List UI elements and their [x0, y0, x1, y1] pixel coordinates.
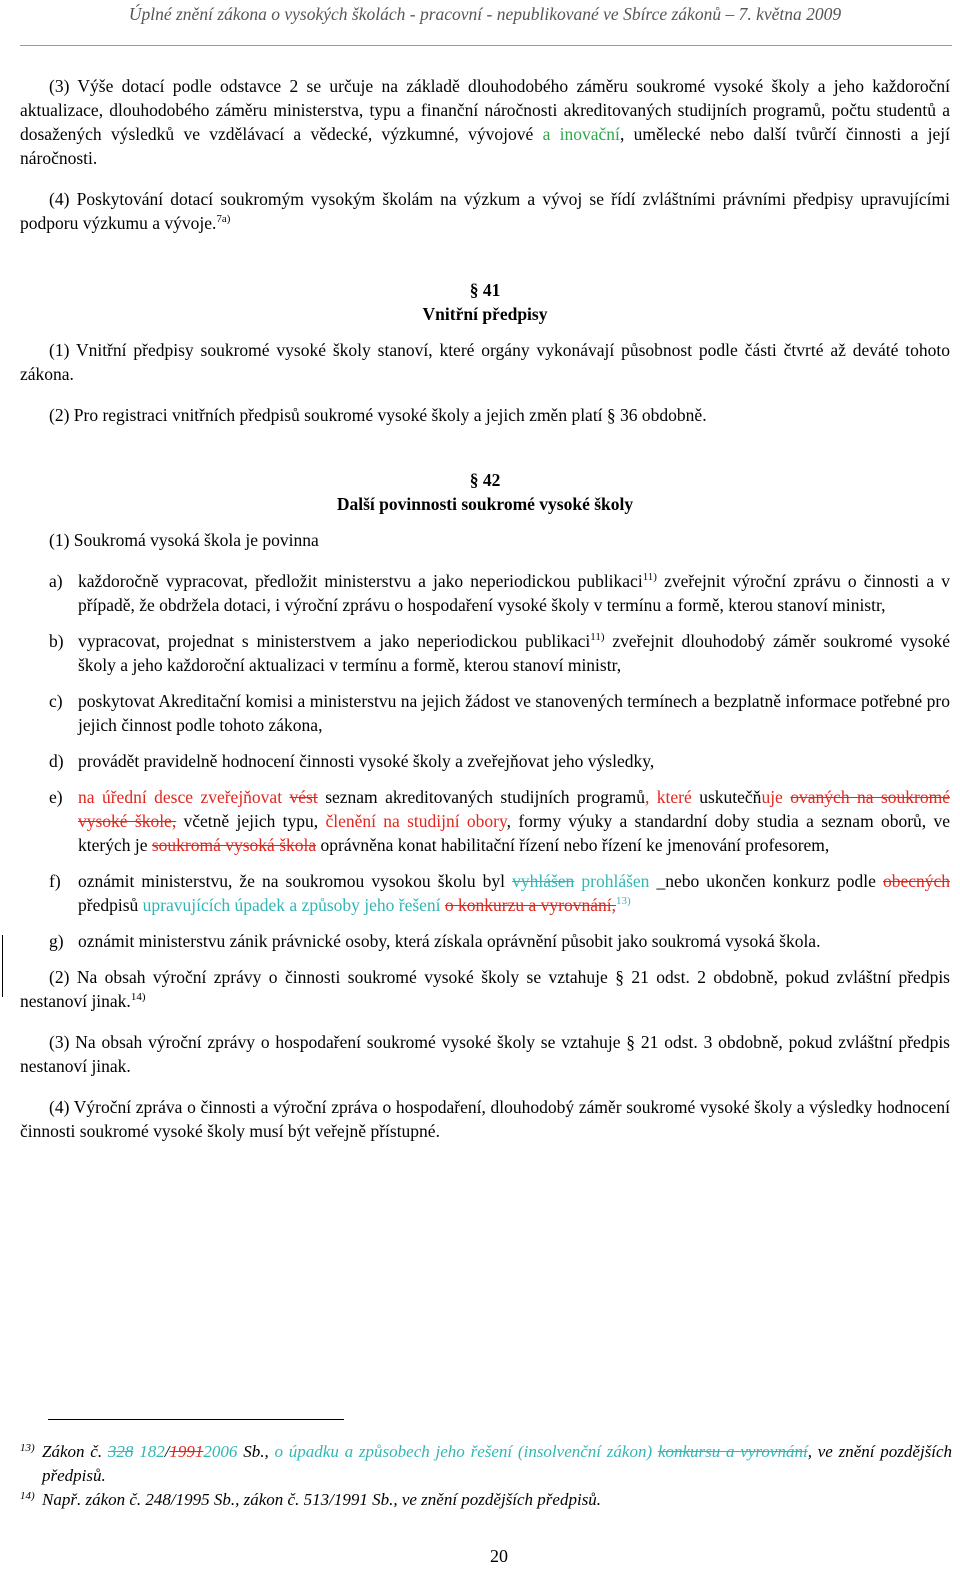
- list-item-f: f) oznámit ministerstvu, že na soukromou vysokou školu byl vyhlášen prohlášen _nebo ukončen konkurz podle obecných předpisů upravujících úpadek a způsoby jeho řešení o konkurzu a vyrovnání,$^{13)}$: [49, 871, 951, 915]
- document-body: [20, 74, 950, 1143]
- page-header: Úplné znění zákona o vysokých školách - pracovní - nepublikované ve Sbírce zákonů – 7. května 2009: [128, 4, 842, 24]
- s42-paragraph-1-intro: (1) Soukromá vysoká škola je povinna: [49, 530, 319, 550]
- inserted-text: na úřední desce zveřejňovat: [78, 787, 283, 807]
- list-item-e: e) na úřední desce zveřejňovat vést seznam akreditovaných studijních programů, které uskutečňuje ovaných na soukromé vysoké škole, včetně jejich typu, členění na studijní obory, formy výuky a standardní doby studia a seznam oborů, ve kterých je soukromá vysoká škola oprávněna konat habilitační řízení nebo řízení ke jmenování profesorem,: [49, 787, 951, 855]
- s42-paragraph-2: (2) Na obsah výroční zprávy o činnosti soukromé vysoké školy se vztahuje § 21 odst. 2 obdobně, pokud zvláštní předpis nestanoví jinak.$^{14)}$: [20, 967, 950, 1011]
- deleted-text: vyhlášen: [512, 871, 575, 891]
- s40-paragraph-4: (4) Poskytování dotací soukromým vysokým školám na výzkum a vývoj se řídí zvláštními právními předpisy upravujícími podporu výzkumu a vývoje.$^{7a)}$: [20, 189, 950, 233]
- inserted-text: , které: [644, 787, 692, 807]
- list-item-b: b) vypracovat, projednat s ministerstvem a jako neperiodickou publikaci$^{11)}$ zveřejnit dlouhodobý záměr soukromé vysoké školy a jeho každoroční aktualizaci v termínu a formě, kterou stanoví ministr,: [49, 631, 950, 675]
- inserted-text: o úpadku a způsobech jeho řešení (insolvenční zákon): [274, 1442, 653, 1461]
- list-item-d: d) provádět pravidelně hodnocení činnosti vysoké školy a zveřejňovat jeho výsledky,: [49, 751, 655, 771]
- change-bar: [2, 935, 3, 997]
- inserted-text: 182: [139, 1442, 165, 1461]
- deleted-text: konkursu a vyrovnání: [657, 1442, 808, 1461]
- page-number: 20: [490, 1546, 508, 1566]
- header-rule: [20, 45, 952, 46]
- section-42-number: § 42: [469, 470, 501, 490]
- deleted-text: o konkurzu a vyrovnání,: [444, 895, 616, 915]
- section-41-title: Vnitřní předpisy: [422, 304, 548, 324]
- section-41-number: § 41: [469, 280, 501, 300]
- inserted-text: členění na studijní obory: [325, 811, 507, 831]
- footnote-ref[interactable]: 11): [590, 631, 605, 643]
- footnote-13: 13) Zákon č. 328 182/19912006 Sb., o úpadku a způsobech jeho řešení (insolvenční zákon) konkursu a vyrovnání, ve znění pozdějších předpisů.: [20, 1442, 953, 1485]
- inserted-text: 2006: [203, 1442, 238, 1461]
- inserted-text: upravujících úpadek a způsoby jeho řešení: [142, 895, 441, 915]
- deleted-text: 328: [107, 1442, 134, 1461]
- s41-paragraph-2: (2) Pro registraci vnitřních předpisů soukromé vysoké školy a jejich změn platí § 36 obdobně.: [49, 405, 707, 425]
- list-item-c: c) poskytovat Akreditační komisi a ministerstvu na jejich žádost ve stanovených termínech a bezplatně informace potřebné pro jejich činnost podle tohoto zákona,: [49, 691, 950, 735]
- s40-paragraph-3: (3) Výše dotací podle odstavce 2 se určuje na základě dlouhodobého záměru soukromé vysoké školy a jeho každoroční aktualizace, dlouhodobého záměru ministerstva, typu a finanční náročnosti akreditovaných studijních programů, počtu studentů a dosažených výsledků ve vzdělávací a vědecké, výzkumné, vývojové a inovační, umělecké nebo další tvůrčí činnosti a její náročnosti.: [20, 76, 951, 168]
- inserted-text: a inovační: [542, 124, 620, 144]
- deleted-text: soukromá vysoká škola: [151, 835, 317, 855]
- deleted-text: obecných: [882, 871, 951, 891]
- section-42-title: Další povinnosti soukromé vysoké školy: [336, 494, 634, 514]
- footnote-ref[interactable]: 14): [130, 991, 146, 1003]
- list-item-a: a) každoročně vypracovat, předložit ministerstvu a jako neperiodickou publikaci$^{11)}$ zveřejnit výroční zprávu o činnosti a v případě, že obdržela dotaci, i výroční zprávu o hospodaření vysoké školy v termínu a formě, kterou stanoví ministr,: [49, 571, 950, 615]
- s42-paragraph-4: (4) Výroční zpráva o činnosti a výroční zpráva o hospodaření, dlouhodobý záměr soukromé vysoké školy a výsledky hodnocení činnosti soukromé vysoké školy musí být veřejně přístupné.: [20, 1097, 950, 1141]
- obligations-list: [20, 569, 950, 953]
- deleted-text: vést: [289, 787, 318, 807]
- inserted-text: uje: [761, 787, 783, 807]
- footnotes: [20, 1440, 952, 1512]
- s41-paragraph-1: (1) Vnitřní předpisy soukromé vysoké školy stanoví, které orgány vykonávají působnost podle části čtvrté až deváté tohoto zákona.: [20, 340, 950, 384]
- footnote-ref[interactable]: 11): [642, 571, 657, 583]
- footnote-ref[interactable]: 13): [616, 895, 631, 907]
- footnote-14: 14) Např. zákon č. 248/1995 Sb., zákon č. 513/1991 Sb., ve znění pozdějších předpisů.: [20, 1490, 602, 1509]
- s42-paragraph-3: (3) Na obsah výroční zprávy o hospodaření soukromé vysoké školy se vztahuje § 21 odst. 3 obdobně, pokud zvláštní předpis nestanoví jinak.: [20, 1032, 950, 1076]
- inserted-text: prohlášen: [581, 871, 650, 891]
- deleted-text: 1991: [169, 1442, 204, 1461]
- deleted-text: ovaných na soukromé vysoké škole,: [78, 787, 951, 831]
- footnote-ref[interactable]: 7a): [216, 213, 231, 225]
- footnote-rule: [48, 1419, 344, 1420]
- list-item-g: g) oznámit ministerstvu zánik právnické osoby, která získala oprávnění působit jako soukromá vysoká škola.: [49, 931, 821, 951]
